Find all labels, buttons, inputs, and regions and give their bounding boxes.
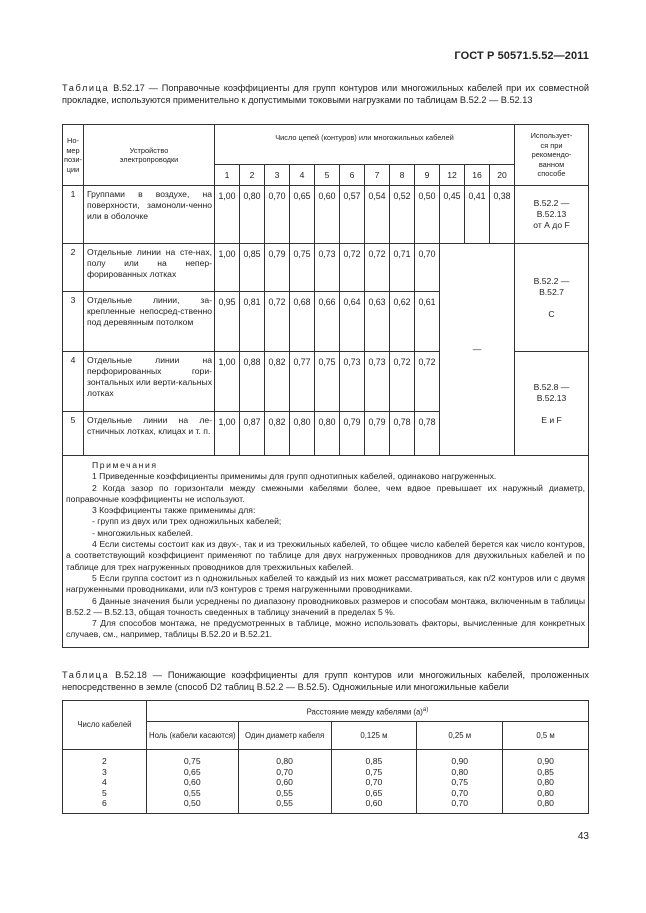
table-row [63,186,589,244]
reduction-coefficient: 0,70 [417,788,503,799]
header-col-16: 16 [465,165,490,186]
table1-caption-text: В.52.17 — Поправочные коэффициенты для групп контуров или многожильных кабелей при их совместной прокладке, используются применительно к допустимыми токовыми нагрузками по таблицам В.52.2 — В.52.13 [62,83,589,106]
note-item: 5 Если группа состоит из n одножильных кабелей то каждый из них может рассматриваться, как n/2 контуров или с двумя нагруженными проводниками, или n/3 контуров с тремя нагруженными проводниками. [66,572,585,595]
coefficient-cell: 0,73 [315,244,340,292]
device-description: Отдельные линии, за-крепленные непосред-ственно под деревянным потолком [84,292,215,352]
coefficient-cell: 0,79 [365,412,390,456]
note-item: 4 Если системы состоит как из двух-, так и из трехжильных кабелей, то общее число кабелей берется как число контуров, а соответствующий коэффициент применяют по таблице для двух нагруженных проводников для двухжильных кабелей и по таблице для трех нагруженных проводников для трехжильных кабелей. [66,539,585,572]
coefficient-cell: 0,54 [365,186,390,244]
coefficient-cell: 0,41 [465,186,490,244]
coefficient-cell: 0,80 [240,186,265,244]
distance-subheader-2: Один диаметр кабеля [238,722,331,750]
coefficient-cell: 0,45 [440,186,465,244]
cable-count: 6 [63,798,147,813]
coefficient-cell: 0,82 [265,412,290,456]
cable-count: 5 [63,788,147,799]
coefficient-cell: 0,52 [390,186,415,244]
header-col-9: 9 [415,165,440,186]
reduction-coefficient: 0,60 [331,798,417,813]
coefficient-cell: 0,70 [415,244,440,292]
position-number: 4 [63,352,84,412]
coefficient-cell: 0,62 [390,292,415,352]
note-item: 3 Коэффициенты также применимы для: [92,505,256,516]
coefficient-cell: 0,64 [340,292,365,352]
coefficient-cell: 0,79 [340,412,365,456]
header-col-7: 7 [365,165,390,186]
reduction-coefficient: 0,70 [331,777,417,788]
coefficient-cell: 0,78 [390,412,415,456]
notes-row [63,456,589,648]
table1-label: Таблица [62,83,110,93]
table-row [63,756,589,767]
coefficient-cell: 0,57 [340,186,365,244]
reduction-coefficient: 0,85 [503,767,589,778]
reduction-coefficient: 0,60 [146,777,238,788]
notes-title: Примечания [92,460,158,470]
device-description: Группами в воздухе, на поверхности, замоноли-ченно или в оболочке [84,186,215,244]
reduction-coefficient: 0,50 [146,798,238,813]
cable-count: 4 [63,777,147,788]
dash: — [472,344,482,354]
table2-caption [62,669,589,693]
coefficient-cell: 0,63 [365,292,390,352]
coefficient-cell: 0,38 [490,186,515,244]
device-description: Отдельные линии на сте-нах, полу или на непер-форированных лотках [84,244,215,292]
table1-caption [62,82,589,106]
coefficient-cell: 0,71 [390,244,415,292]
header-col-2: 2 [240,165,265,186]
header-col-5: 5 [315,165,340,186]
header-distance [146,701,588,722]
header-distance-text: Расстояние между кабелями (a) [306,707,423,717]
coefficient-cell: 0,81 [240,292,265,352]
table-row [63,767,589,778]
coefficient-cell: 0,79 [265,244,290,292]
coefficient-cell: 0,66 [315,292,340,352]
table-b5218 [62,700,589,814]
distance-subheader-3: 0,125 м [331,722,417,750]
coefficient-cell: 0,73 [340,352,365,412]
reduction-coefficient: 0,75 [331,767,417,778]
note-item: 7 Для способов монтажа, не предусмотренных в таблице, можно использовать факторы, вычисленные для конкретных случаев, см., например, таблицы В.52.20 и В.52.21. [66,618,585,640]
header-col-6: 6 [340,165,365,186]
reduction-coefficient: 0,55 [238,798,331,813]
header-circuits: Число цепей (контуров) или многожильных кабелей [215,125,515,165]
distance-subheader-5: 0,5 м [503,722,589,750]
method-reference: В.52.8 — В.52.13 Е и F [515,352,589,456]
coefficient-cell: 0,77 [290,352,315,412]
coefficient-cell: 0,80 [315,412,340,456]
coefficient-cell: 1,00 [215,186,240,244]
coefficient-cell: 0,72 [390,352,415,412]
note-item: - групп из двух или трех одножильных кабелей; [92,516,282,527]
table-row [63,244,589,292]
reduction-coefficient: 0,55 [238,788,331,799]
reduction-coefficient: 0,80 [238,756,331,767]
coefficient-cell: 0,68 [290,292,315,352]
coefficient-cell: 0,87 [240,412,265,456]
coefficient-cell: 0,75 [290,244,315,292]
cable-count: 3 [63,767,147,778]
header-col-4: 4 [290,165,315,186]
coefficient-cell: 0,95 [215,292,240,352]
coefficient-cell: 0,50 [415,186,440,244]
reduction-coefficient: 0,65 [331,788,417,799]
coefficient-cell: 0,72 [340,244,365,292]
reduction-coefficient: 0,60 [238,777,331,788]
coefficient-cell: 0,73 [365,352,390,412]
empty-columns-dash [440,244,515,456]
distance-subheader-1: Ноль (кабели касаются) [146,722,238,750]
header-col-20: 20 [490,165,515,186]
reduction-coefficient: 0,80 [417,767,503,778]
coefficient-cell: 1,00 [215,352,240,412]
reduction-coefficient: 0,70 [417,798,503,813]
table-row [63,777,589,788]
coefficient-cell: 0,72 [265,292,290,352]
header-device: Устройство электропроводки [84,125,215,186]
coefficient-cell: 0,85 [240,244,265,292]
reduction-coefficient: 0,75 [146,756,238,767]
header-col-12: 12 [440,165,465,186]
header-col-1: 1 [215,165,240,186]
note-item: - многожильных кабелей. [92,527,193,538]
reduction-coefficient: 0,80 [503,777,589,788]
coefficient-cell: 0,78 [415,412,440,456]
header-col-8: 8 [390,165,415,186]
table-row [63,788,589,799]
position-number: 3 [63,292,84,352]
table-b5217 [62,124,589,648]
coefficient-cell: 0,72 [365,244,390,292]
header-method: Использует- ся при рекомендо- ванном способе [515,125,589,186]
reduction-coefficient: 0,75 [417,777,503,788]
coefficient-cell: 0,72 [415,352,440,412]
device-description: Отдельные линии на ле-стничных лотках, клицах и т. п. [84,412,215,456]
position-number: 5 [63,412,84,456]
table2-caption-text: В.52.18 — Понижающие коэффициенты для групп контуров или многожильных кабелей, проложенных непосредственно в земле (способ D2 таблиц В.52.2 — В.52.5). Одножильные или многожильные кабели [62,670,589,693]
position-number: 1 [63,186,84,244]
note-item: 6 Данные значения были усреднены по диапазону проводниковых размеров и способам монтажа, включенным в таблицы В.52.2 — В.52.13, общая точность сведенных в таблицу значений в пределах 5 %. [66,595,585,617]
coefficient-cell: 0,82 [265,352,290,412]
header-col-3: 3 [265,165,290,186]
reduction-coefficient: 0,55 [146,788,238,799]
table-row [63,798,589,813]
header-distance-footnote: а) [422,706,429,713]
coefficient-cell: 0,75 [315,352,340,412]
reduction-coefficient: 0,80 [503,788,589,799]
note-item: 1 Приведенные коэффициенты применимы для групп однотипных кабелей, одинаково нагруженных. [92,471,497,482]
header-cable-count: Число кабелей [63,701,147,750]
coefficient-cell: 0,80 [290,412,315,456]
reduction-coefficient: 0,70 [238,767,331,778]
reduction-coefficient: 0,85 [331,756,417,767]
coefficient-cell: 0,65 [290,186,315,244]
coefficient-cell: 1,00 [215,244,240,292]
coefficient-cell: 0,61 [415,292,440,352]
notes-cell [63,456,589,648]
reduction-coefficient: 0,90 [503,756,589,767]
reduction-coefficient: 0,65 [146,767,238,778]
method-reference: В.52.2 — В.52.7 С [515,244,589,352]
cable-count: 2 [63,756,147,767]
coefficient-cell: 1,00 [215,412,240,456]
method-reference: В.52.2 — В.52.13 от А до F [515,186,589,244]
table2-label: Таблица [62,670,110,680]
device-description: Отдельные линии на перфорированных гори-зонтальных или верти-кальных лотках [84,352,215,412]
coefficient-cell: 0,60 [315,186,340,244]
reduction-coefficient: 0,90 [417,756,503,767]
position-number: 2 [63,244,84,292]
document-code: ГОСТ Р 50571.5.52—2011 [454,50,589,62]
distance-subheader-4: 0,25 м [417,722,503,750]
note-item: 2 Когда зазор по горизонтали между смежными кабелями более, чем вдвое превышает их наружный диаметр, поправочные коэффициенты не используют. [66,482,585,504]
reduction-coefficient: 0,80 [503,798,589,813]
coefficient-cell: 0,88 [240,352,265,412]
coefficient-cell: 0,70 [265,186,290,244]
header-position-number: Но- мер пози- ции [63,125,84,186]
page-number: 43 [577,831,589,842]
